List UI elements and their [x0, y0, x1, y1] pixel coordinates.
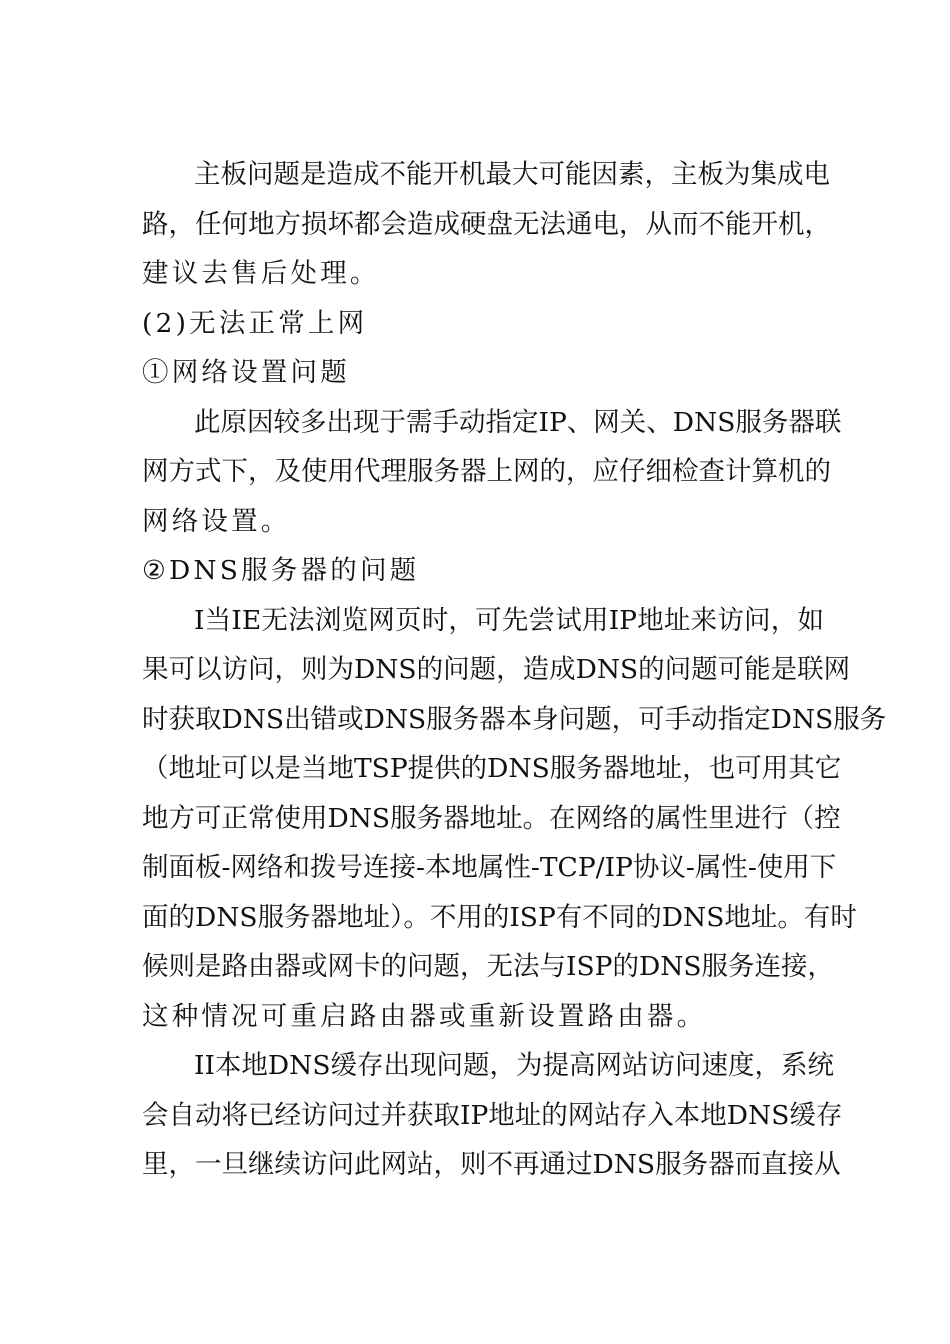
paragraph-line: 地方可正常使用DNS服务器地址。在网络的属性里进行（控: [142, 802, 841, 834]
paragraph-line: 面的DNS服务器地址）。不用的ISP有不同的DNS地址。有时: [142, 901, 857, 933]
paragraph-line: 果可以访问，则为DNS的问题，造成DNS的问题可能是联网: [142, 654, 851, 685]
paragraph-line: II本地DNS缓存出现问题，为提高网站访问速度，系统: [194, 1050, 835, 1081]
section-heading: (2)无法正常上网: [142, 307, 368, 339]
subsection-heading: ①网络设置问题: [142, 357, 350, 388]
paragraph-line: （地址可以是当地TSP提供的DNS服务器地址，也可用其它: [142, 753, 842, 784]
paragraph-line: 主板问题是造成不能开机最大可能因素，主板为集成电: [194, 159, 830, 190]
paragraph-line: 里，一旦继续访问此网站，则不再通过DNS服务器而直接从: [142, 1149, 841, 1180]
paragraph-line: 制面板-网络和拨号连接-本地属性-TCP/IP协议-属性-使用下: [142, 852, 837, 883]
document-page: [142, 150, 887, 1190]
paragraph-line: 这种情况可重启路由器或重新设置路由器。: [142, 1000, 707, 1032]
paragraph-line: I当IE无法浏览网页时，可先尝试用IP地址来访问，如: [194, 604, 824, 636]
paragraph-line: 此原因较多出现于需手动指定IP、网关、DNS服务器联: [194, 406, 842, 438]
paragraph-line: 候则是路由器或网卡的问题，无法与ISP的DNS服务连接，: [142, 951, 835, 982]
paragraph-line: 时获取DNS出错或DNS服务器本身问题，可手动指定DNS服务: [142, 703, 887, 735]
paragraph-line: 路，任何地方损坏都会造成硬盘无法通电，从而不能开机，: [142, 208, 831, 240]
subsection-heading: ②DNS服务器的问题: [142, 555, 420, 586]
paragraph-line: 网络设置。: [142, 505, 291, 537]
paragraph-line: 会自动将已经访问过并获取IP地址的网站存入本地DNS缓存: [142, 1099, 843, 1131]
paragraph-line: 网方式下，及使用代理服务器上网的，应仔细检查计算机的: [142, 456, 831, 487]
paragraph-line: 建议去售后处理。: [142, 258, 380, 289]
